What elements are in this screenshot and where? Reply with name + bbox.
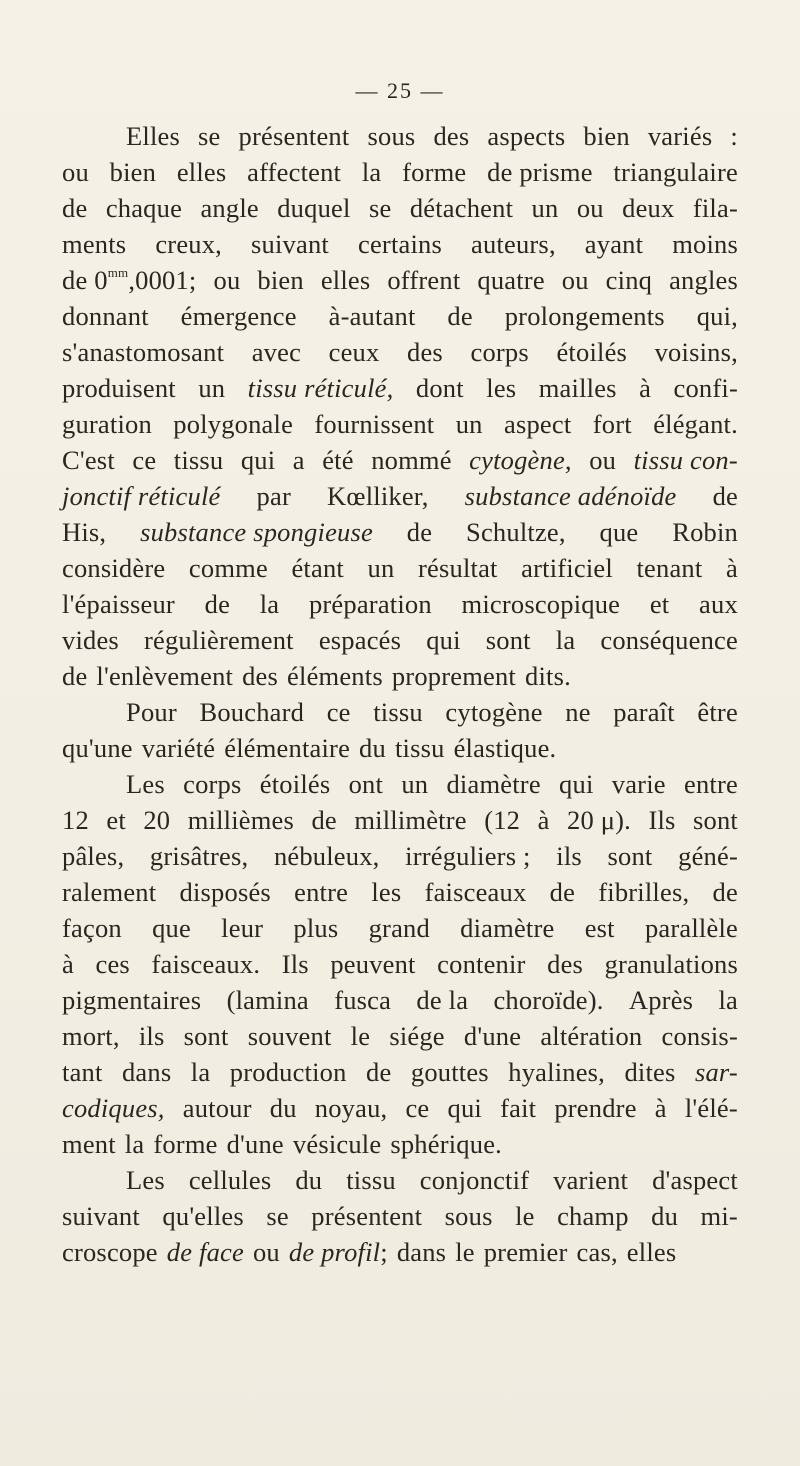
word: ou <box>252 1237 280 1267</box>
word: conjonctif <box>419 1165 530 1195</box>
word: diamètre <box>460 913 555 943</box>
word: de <box>204 589 231 619</box>
word: triangulaire <box>613 157 738 187</box>
word: d'une <box>226 1129 284 1159</box>
word: ment <box>62 1129 116 1159</box>
word: elles <box>320 265 371 295</box>
word: mort, <box>62 1021 120 1051</box>
word: donnant <box>62 301 149 331</box>
text-line <box>62 550 738 586</box>
text-line <box>62 1234 738 1270</box>
word: tissu <box>394 733 445 763</box>
word: sar- <box>694 1057 738 1087</box>
word: l'épaisseur <box>62 589 175 619</box>
word: des <box>547 949 584 979</box>
word: cinq <box>605 265 653 295</box>
word: du <box>651 1201 679 1231</box>
word: étant <box>291 553 344 583</box>
word: corps <box>470 337 529 367</box>
word: du <box>359 733 386 763</box>
word: His, <box>62 517 107 547</box>
word: de prisme <box>487 157 593 187</box>
word-suffix: ; <box>380 1237 388 1267</box>
word: qu'elles <box>162 1201 244 1231</box>
word: disposés <box>179 877 271 907</box>
word: la <box>718 985 738 1015</box>
word: à <box>654 1093 667 1123</box>
word: régulièrement <box>144 625 294 655</box>
word: fait <box>500 1093 537 1123</box>
word: l'enlèvement <box>96 661 234 691</box>
word: Pour <box>126 697 177 727</box>
word: de <box>311 805 337 835</box>
word: affectent <box>247 157 342 187</box>
word: siége <box>389 1021 445 1051</box>
word: préparation <box>308 589 432 619</box>
word: que <box>599 517 639 547</box>
word: diamètre <box>446 769 541 799</box>
word: ou <box>561 265 589 295</box>
text-line <box>62 1054 738 1090</box>
word: tissu <box>346 1165 396 1195</box>
word: espacés <box>318 625 402 655</box>
word: et <box>649 589 670 619</box>
word: : <box>730 121 738 151</box>
text-line <box>62 478 738 514</box>
word: codiques, <box>62 1093 165 1123</box>
word: un <box>367 553 395 583</box>
word: parallèle <box>644 913 738 943</box>
word: qui <box>240 445 276 475</box>
word: été <box>322 445 354 475</box>
word: étoilés <box>259 769 331 799</box>
word: croscope <box>62 1237 158 1267</box>
word: à <box>639 373 652 403</box>
text-line <box>62 1018 738 1054</box>
text-line <box>62 622 738 658</box>
word: Schultze, <box>466 517 566 547</box>
text-line <box>62 658 738 694</box>
word: qu'une <box>62 733 133 763</box>
word: ont <box>348 769 384 799</box>
word: tissu réticulé, <box>247 373 394 403</box>
word: sont <box>485 625 531 655</box>
word: suivant <box>62 1201 140 1231</box>
word: offrent <box>387 265 461 295</box>
word: se <box>368 193 392 223</box>
word: duquel <box>277 193 351 223</box>
word: pigmentaires <box>62 985 202 1015</box>
word: Ils <box>281 949 309 979</box>
word: ou <box>589 445 617 475</box>
word: le <box>455 1237 475 1267</box>
word: nommé <box>371 445 452 475</box>
word: de la <box>416 985 469 1015</box>
text-line <box>62 406 738 442</box>
word: présentent <box>238 121 350 151</box>
word: de <box>62 661 88 691</box>
word: qui <box>426 625 461 655</box>
word: grisâtres, <box>149 841 249 871</box>
word: entre <box>294 877 349 907</box>
word: leur <box>221 913 264 943</box>
word: de <box>712 877 738 907</box>
text-line <box>62 262 738 298</box>
paragraph <box>62 694 738 766</box>
word: C'est <box>62 445 115 475</box>
word: à <box>537 805 550 835</box>
word: souvent <box>247 1021 332 1051</box>
word: la <box>190 1057 211 1087</box>
word: sont <box>607 841 653 871</box>
word: de <box>712 481 738 511</box>
word: Après <box>628 985 694 1015</box>
word: bien <box>257 265 304 295</box>
word: sous <box>444 1201 493 1231</box>
word: variés <box>647 121 713 151</box>
word: produisent <box>62 373 176 403</box>
word: corps <box>183 769 242 799</box>
word: contenir <box>437 949 526 979</box>
word: sont <box>693 805 738 835</box>
word: du <box>295 1165 323 1195</box>
word: pâles, <box>62 841 125 871</box>
word: Robin <box>672 517 738 547</box>
word: autour <box>182 1093 252 1123</box>
word: à-autant <box>328 301 416 331</box>
word: millimètre <box>354 805 467 835</box>
word: d'une <box>463 1021 522 1051</box>
word: varie <box>611 769 666 799</box>
text-line <box>62 982 738 1018</box>
text-line <box>62 730 738 766</box>
word: peuvent <box>330 949 416 979</box>
word: de <box>549 877 576 907</box>
word: substance spongieuse <box>140 517 373 547</box>
text-line <box>62 1162 738 1198</box>
word: un <box>455 409 483 439</box>
word: moins <box>672 229 738 259</box>
word: le <box>515 1201 535 1231</box>
word: guration <box>62 409 152 439</box>
word: ce <box>326 697 351 727</box>
text-line <box>62 154 738 190</box>
word: auteurs, <box>471 229 556 259</box>
word: 20 <box>143 805 171 835</box>
word-suffix: ,0001; <box>128 265 197 295</box>
word: résultat <box>418 553 498 583</box>
word: du <box>269 1093 297 1123</box>
word: de <box>447 301 473 331</box>
word: et <box>106 805 126 835</box>
word: faisceaux <box>424 877 527 907</box>
word: cas, <box>576 1237 618 1267</box>
word: sphérique. <box>390 1129 502 1159</box>
word: la <box>124 1129 145 1159</box>
word: Elles <box>126 121 180 151</box>
word: de $0^{mm},0001$; <box>62 265 197 295</box>
word: voisins, <box>654 337 738 367</box>
word: Kœlliker, <box>327 481 429 511</box>
word: se <box>266 1201 289 1231</box>
word: élégant. <box>653 409 738 439</box>
word: de <box>366 1057 392 1087</box>
word: la <box>555 625 576 655</box>
word: polygonale <box>173 409 294 439</box>
word: éléments <box>287 661 383 691</box>
word: cellules <box>188 1165 272 1195</box>
word: entre <box>683 769 738 799</box>
word: un <box>401 769 429 799</box>
word: noyau, <box>314 1093 388 1123</box>
text-line <box>62 298 738 334</box>
word: dans <box>396 1237 447 1267</box>
word: présentent <box>311 1201 423 1231</box>
word: ou <box>213 265 241 295</box>
word: cytogène, <box>469 445 572 475</box>
word: elles <box>176 157 227 187</box>
word: angle <box>200 193 259 223</box>
word: fournissent <box>314 409 435 439</box>
word: ce <box>132 445 157 475</box>
word: façon <box>62 913 122 943</box>
word: étoilés <box>556 337 628 367</box>
word: choroïde). <box>493 985 604 1015</box>
word: aux <box>699 589 738 619</box>
word: Ils <box>648 805 676 835</box>
word: faisceaux. <box>151 949 261 979</box>
word: qui <box>559 769 594 799</box>
word: production <box>229 1057 347 1087</box>
word: tissu con- <box>633 445 738 475</box>
word: fusca <box>334 985 392 1015</box>
word: fibrilles, <box>598 877 690 907</box>
word: des <box>242 661 279 691</box>
word: qui <box>447 1093 482 1123</box>
word: les <box>371 877 402 907</box>
word: un <box>531 193 559 223</box>
text-line <box>62 802 738 838</box>
word: irréguliers ; <box>405 841 531 871</box>
word: 12 <box>62 805 89 835</box>
word: 20 μ). <box>567 805 631 835</box>
word: ralement <box>62 877 157 907</box>
text-line <box>62 766 738 802</box>
word: ments <box>62 229 127 259</box>
word: aspects <box>487 121 566 151</box>
word: prendre <box>554 1093 637 1123</box>
word: dont <box>415 373 464 403</box>
word: sont <box>183 1021 229 1051</box>
word: mailles <box>538 373 617 403</box>
word: suivant <box>251 229 329 259</box>
word: ils <box>138 1021 165 1051</box>
word: mi- <box>700 1201 738 1231</box>
paragraph <box>62 118 738 694</box>
word: un <box>198 373 226 403</box>
text-line <box>62 874 738 910</box>
word: ne <box>565 697 591 727</box>
word: à <box>62 949 74 979</box>
word: vésicule <box>292 1129 382 1159</box>
word: dans <box>121 1057 172 1087</box>
word: prolongements <box>504 301 665 331</box>
text-line <box>62 118 738 154</box>
word: les <box>486 373 517 403</box>
word: tissu <box>173 445 224 475</box>
word: consis- <box>661 1021 738 1051</box>
word: ils <box>556 841 582 871</box>
text-line <box>62 946 738 982</box>
paragraph <box>62 1162 738 1270</box>
word: creux, <box>155 229 223 259</box>
text-line <box>62 910 738 946</box>
word: champ <box>557 1201 629 1231</box>
word: ou <box>62 157 89 187</box>
word: (lamina <box>226 985 309 1015</box>
word: variété <box>141 733 216 763</box>
word: avec <box>251 337 302 367</box>
body-text <box>62 118 738 1270</box>
word: dites <box>624 1057 676 1087</box>
word: géné- <box>678 841 738 871</box>
word: quatre <box>477 265 545 295</box>
word: tant <box>62 1057 103 1087</box>
word: confi- <box>673 373 738 403</box>
word: sous <box>367 121 416 151</box>
word: comme <box>188 553 268 583</box>
word: que <box>152 913 191 943</box>
word: le <box>350 1021 371 1051</box>
word: d'aspect <box>652 1165 738 1195</box>
word: forme <box>402 157 467 187</box>
word: aspect <box>503 409 572 439</box>
word: Les <box>126 1165 165 1195</box>
word: s'anastomosant <box>62 337 225 367</box>
word: deux <box>622 193 675 223</box>
word: Les <box>126 769 165 799</box>
text-line <box>62 442 738 478</box>
text-line <box>62 514 738 550</box>
paragraph <box>62 766 738 1162</box>
word: de <box>62 193 88 223</box>
word: millièmes <box>187 805 295 835</box>
word: jonctif réticulé <box>62 481 221 511</box>
word: varient <box>553 1165 629 1195</box>
word: ces <box>95 949 130 979</box>
text-line <box>62 838 738 874</box>
word: élastique. <box>453 733 557 763</box>
word: des <box>407 337 443 367</box>
page-number: — 25 — <box>355 78 445 103</box>
word: se <box>198 121 221 151</box>
word: ce <box>405 1093 430 1123</box>
text-line <box>62 694 738 730</box>
word: qui, <box>696 301 738 331</box>
word: ou <box>576 193 604 223</box>
text-line <box>62 586 738 622</box>
word: certains <box>358 229 442 259</box>
word: conséquence <box>600 625 738 655</box>
word: forme <box>153 1129 218 1159</box>
word: proprement <box>391 661 516 691</box>
word: l'élé- <box>684 1093 738 1123</box>
word: fila- <box>692 193 738 223</box>
word: grand <box>368 913 430 943</box>
word: à <box>726 553 738 583</box>
word: vides <box>62 625 119 655</box>
superscript-unit: mm <box>107 265 129 280</box>
word: granulations <box>604 949 738 979</box>
word: hyalines, <box>508 1057 606 1087</box>
word: plus <box>293 913 339 943</box>
word: élémentaire <box>224 733 351 763</box>
word: de profil; <box>288 1237 388 1267</box>
word: substance adénoïde <box>464 481 677 511</box>
word: de face <box>166 1237 244 1267</box>
word: tissu <box>373 697 423 727</box>
word: détachent <box>409 193 514 223</box>
word: a <box>292 445 305 475</box>
word: est <box>584 913 615 943</box>
word: artificiel <box>521 553 613 583</box>
word: nébuleux, <box>273 841 380 871</box>
word: gouttes <box>410 1057 489 1087</box>
word: par <box>256 481 291 511</box>
word: des <box>433 121 470 151</box>
word: de <box>406 517 433 547</box>
word: angles <box>669 265 738 295</box>
text-line <box>62 1126 738 1162</box>
word: Bouchard <box>199 697 305 727</box>
word: tenant <box>636 553 703 583</box>
word: la <box>259 589 280 619</box>
word: la <box>361 157 382 187</box>
text-line <box>62 226 738 262</box>
word: (12 <box>484 805 521 835</box>
word: ceux <box>328 337 380 367</box>
word: paraît <box>613 697 675 727</box>
word: altération <box>540 1021 643 1051</box>
word: elles <box>626 1237 677 1267</box>
word: cytogène <box>445 697 543 727</box>
word: fort <box>592 409 632 439</box>
text-line <box>62 334 738 370</box>
word: dits. <box>525 661 571 691</box>
word: bien <box>583 121 630 151</box>
word: émergence <box>180 301 297 331</box>
text-line <box>62 190 738 226</box>
word: bien <box>109 157 157 187</box>
word: être <box>697 697 738 727</box>
text-line <box>62 1090 738 1126</box>
word: considère <box>62 553 166 583</box>
word: chaque <box>105 193 183 223</box>
word: premier <box>483 1237 568 1267</box>
text-line <box>62 1198 738 1234</box>
text-line <box>62 370 738 406</box>
word: microscopique <box>461 589 621 619</box>
word: ayant <box>584 229 644 259</box>
